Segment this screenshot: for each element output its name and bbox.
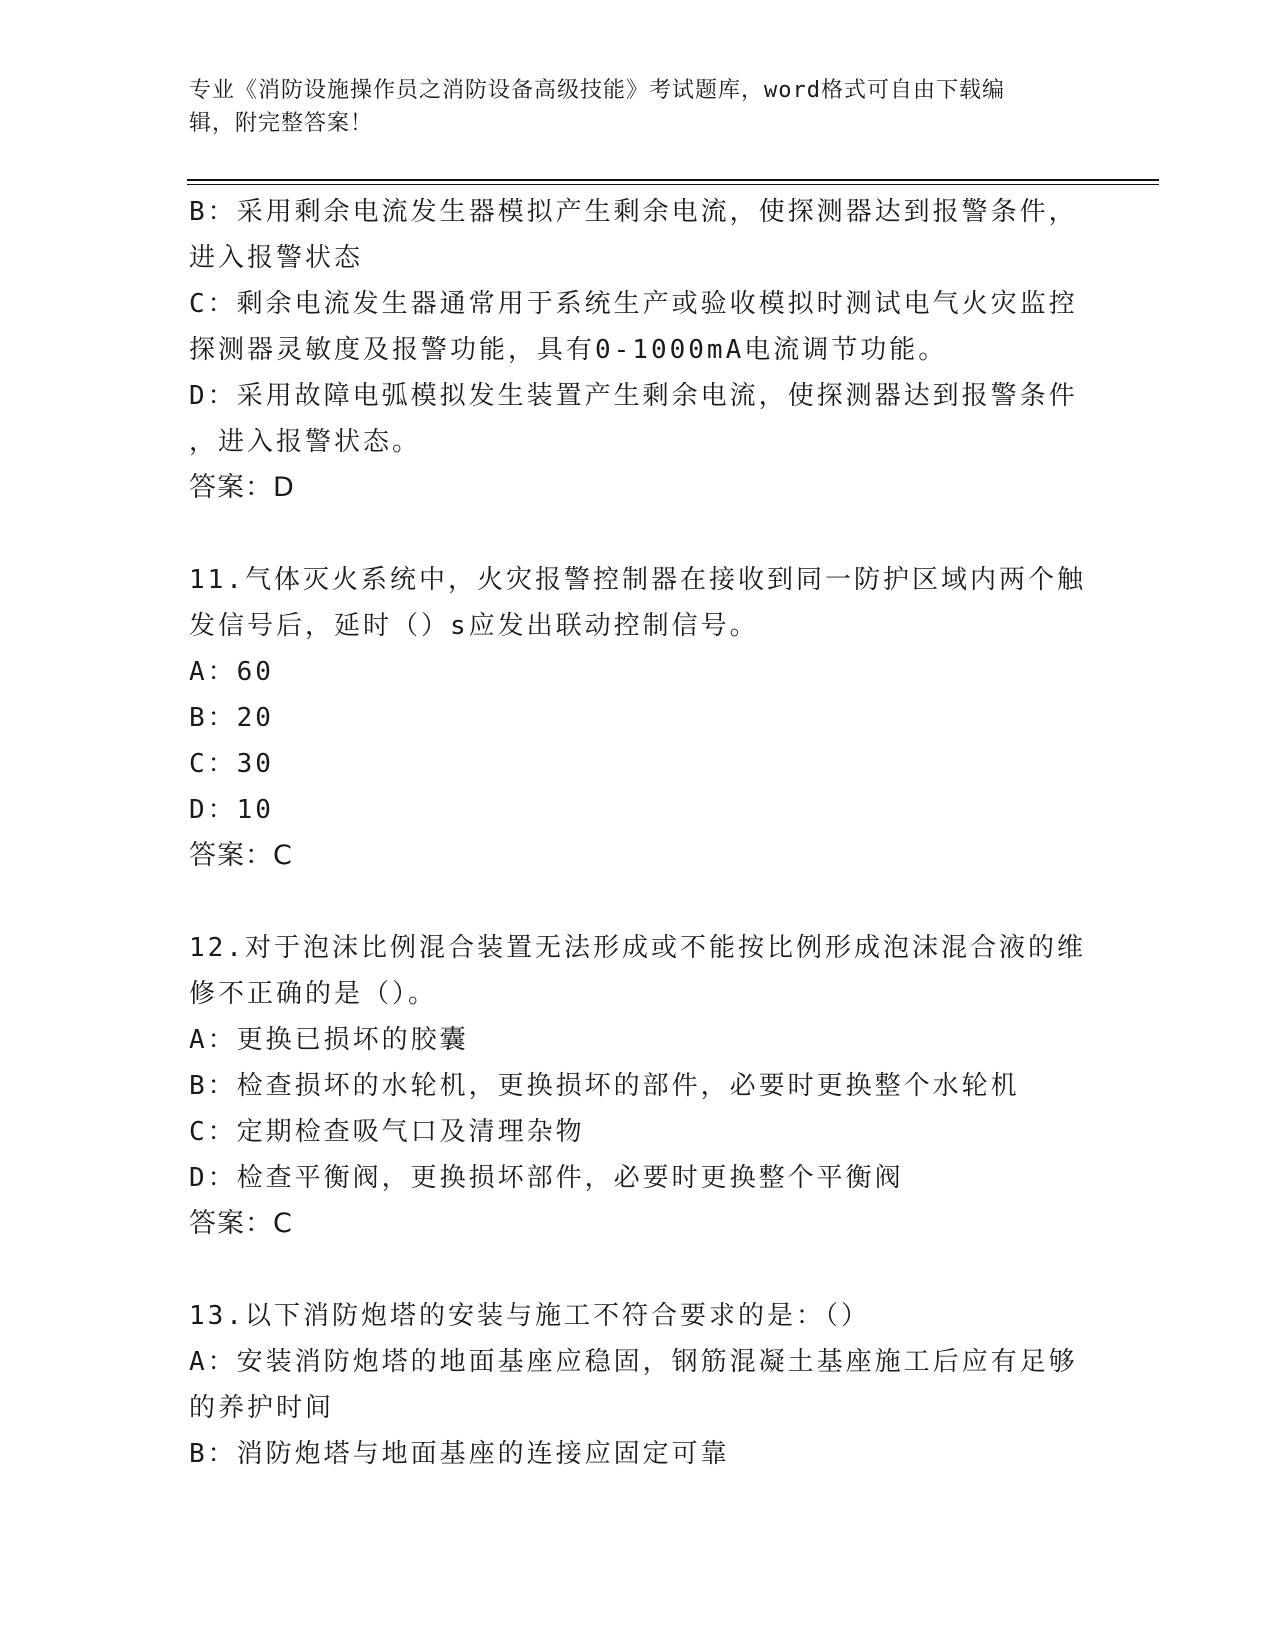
option-b-line-1: B：采用剩余电流发生器模拟产生剩余电流，使探测器达到报警条件， bbox=[189, 197, 1078, 227]
option-a-line-1: A：安装消防炮塔的地面基座应稳固，钢筋混凝土基座施工后应有足够 bbox=[189, 1347, 1078, 1377]
option-c: C：30 bbox=[189, 749, 274, 779]
option-a: A：60 bbox=[189, 657, 274, 687]
header-line-1: 专业《消防设施操作员之消防设备高级技能》考试题库，word格式可自由下载编 bbox=[189, 78, 1005, 103]
option-c-line-2: 探测器灵敏度及报警功能，具有0-1000mA电流调节功能。 bbox=[189, 335, 948, 365]
option-c-line-1: C：剩余电流发生器通常用于系统生产或验收模拟时测试电气火灾监控 bbox=[189, 289, 1078, 319]
question-stem-line-1: 13.以下消防炮塔的安装与施工不符合要求的是：（） bbox=[189, 1301, 870, 1331]
header-divider-thin bbox=[187, 184, 1159, 185]
option-b: B：检查损坏的水轮机，更换损坏的部件，必要时更换整个水轮机 bbox=[189, 1071, 1020, 1101]
question-10-continued bbox=[189, 189, 1089, 511]
option-d-line-1: D：采用故障电弧模拟发生装置产生剩余电流，使探测器达到报警条件 bbox=[189, 381, 1078, 411]
spacer bbox=[189, 1247, 1089, 1293]
answer: 答案：D bbox=[189, 472, 295, 503]
option-b: B：20 bbox=[189, 703, 274, 733]
spacer bbox=[189, 879, 1089, 925]
option-d: D：10 bbox=[189, 795, 274, 825]
option-d: D：检查平衡阀，更换损坏部件，必要时更换整个平衡阀 bbox=[189, 1163, 904, 1193]
spacer bbox=[189, 511, 1089, 557]
document-body bbox=[189, 189, 1089, 1477]
option-a-line-2: 的养护时间 bbox=[189, 1393, 335, 1423]
header-divider-thick bbox=[187, 179, 1159, 181]
option-b: B：消防炮塔与地面基座的连接应固定可靠 bbox=[189, 1439, 730, 1469]
option-a: A：更换已损坏的胶囊 bbox=[189, 1025, 469, 1055]
question-stem-line-2: 修不正确的是（）。 bbox=[189, 979, 438, 1009]
question-stem-line-1: 12.对于泡沫比例混合装置无法形成或不能按比例形成泡沫混合液的维 bbox=[189, 933, 1086, 963]
option-d-line-2: ，进入报警状态。 bbox=[189, 427, 422, 457]
header-line-2: 辑，附完整答案！ bbox=[189, 111, 374, 136]
question-13 bbox=[189, 1293, 1089, 1477]
option-b-line-2: 进入报警状态 bbox=[189, 243, 364, 273]
question-11 bbox=[189, 557, 1089, 879]
option-c: C：定期检查吸气口及清理杂物 bbox=[189, 1117, 585, 1147]
document-header bbox=[189, 74, 1069, 140]
answer: 答案：C bbox=[189, 1208, 293, 1239]
question-stem-line-1: 11.气体灭火系统中，火灾报警控制器在接收到同一防护区域内两个触 bbox=[189, 565, 1086, 595]
question-stem-line-2: 发信号后，延时（）s应发出联动控制信号。 bbox=[189, 611, 759, 641]
answer: 答案：C bbox=[189, 840, 293, 871]
question-12 bbox=[189, 925, 1089, 1247]
